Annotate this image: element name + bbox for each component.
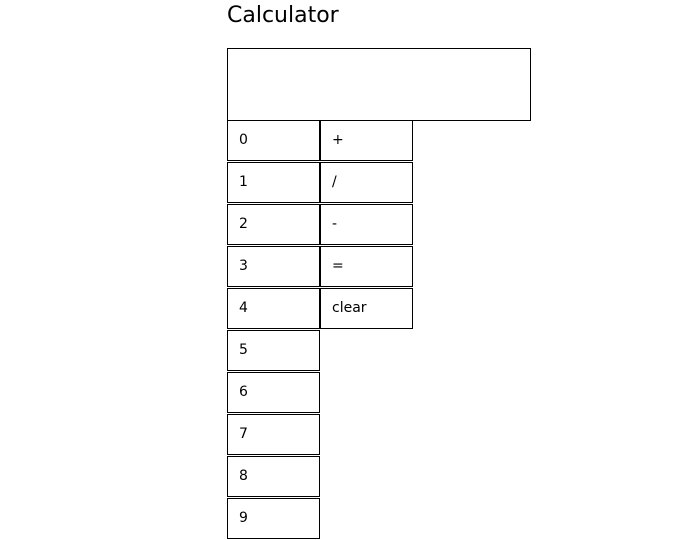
- calculator-display: [227, 48, 531, 121]
- clear-button[interactable]: clear: [320, 288, 413, 329]
- digit-9-button[interactable]: 9: [227, 498, 320, 539]
- digit-7-button[interactable]: 7: [227, 414, 320, 455]
- digit-2-button[interactable]: 2: [227, 204, 320, 245]
- minus-button[interactable]: -: [320, 204, 413, 245]
- digit-3-button[interactable]: 3: [227, 246, 320, 287]
- operator-keypad: [320, 120, 413, 330]
- page-title: Calculator: [227, 3, 339, 28]
- divide-button[interactable]: /: [320, 162, 413, 203]
- digit-1-button[interactable]: 1: [227, 162, 320, 203]
- plus-button[interactable]: +: [320, 120, 413, 161]
- digit-5-button[interactable]: 5: [227, 330, 320, 371]
- digit-4-button[interactable]: 4: [227, 288, 320, 329]
- equals-button[interactable]: =: [320, 246, 413, 287]
- digit-6-button[interactable]: 6: [227, 372, 320, 413]
- digit-0-button[interactable]: 0: [227, 120, 320, 161]
- digit-keypad: [227, 120, 320, 540]
- digit-8-button[interactable]: 8: [227, 456, 320, 497]
